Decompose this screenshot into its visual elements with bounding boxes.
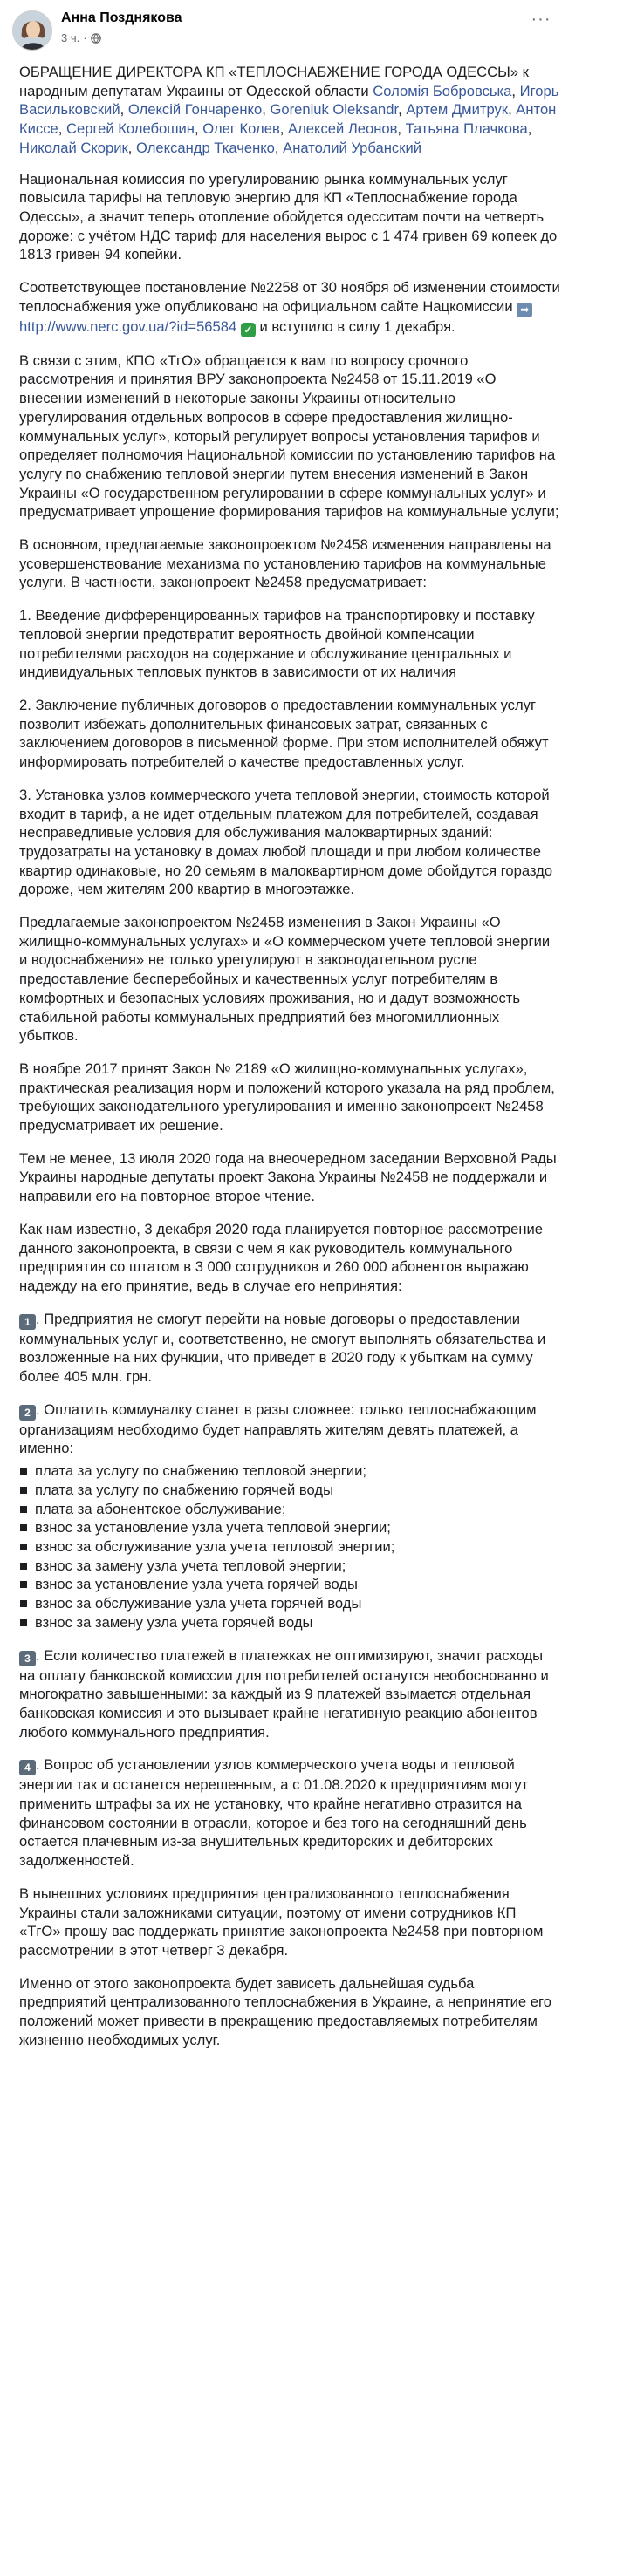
paragraph-3: В связи с этим, КПО «ТгО» обращается к вам по вопросу срочного рассмотрения и принятия ВРУ законопроекта №2458 от 15.11.2019 «О внесении изменений в некоторые законы Украины относительно урегулирования отдельных вопросов в сфере предоставления жилищно-коммунальных услуг», который регулирует вопросы установления тарифов и определяет полномочия Национальной комиссии по установлению тарифов на услугу по снабжению тепловой энергии путем внесения изменений в Закон Украины «О государственном регулировании в сфере коммунальных услуг» и предусматривает упрощение формирования тарифов на коммунальные услуги; (19, 351, 559, 521)
tag-link[interactable]: Татьяна Плачкова (405, 120, 528, 138)
tag-list: Соломія Бобровська, Игорь Васильковский, Олексій Гончаренко, Goreniuk Oleksandr, Артем Дмитрук, Антон Киссе, Сергей Колебошин, Олег Колев, Алексей Леонов, Татьяна Плачкова, Николай Скорик, Олександр Ткаченко, Анатолий Урбанский (19, 82, 559, 156)
paragraph-13-text: . Оплатить коммуналку станет в разы сложнее: только теплоснабжающим организациям необходимо будет направлять жителям девять платежей, а именно: (19, 1400, 537, 1457)
tag-link[interactable]: Олег Колев (202, 120, 280, 138)
list-item: плата за услугу по снабжению тепловой энергии; (19, 1462, 560, 1481)
keycap-two-icon: 2 (19, 1405, 36, 1421)
paragraph-16: В нынешних условиях предприятия централизованного теплоснабжения Украины стали заложниками ситуации, поэтому от имени сотрудников КП «ТгО» прошу вас поддержать принятие законопроекта №2458 при повторном рассмотрении в этот четверг 3 декабря. (19, 1884, 544, 1959)
arrow-right-icon: ➡ (517, 303, 532, 317)
list-item: взнос за установление узла учета горячей воды (19, 1575, 560, 1594)
check-mark-icon: ✓ (241, 323, 256, 337)
tag-link[interactable]: Артем Дмитрук (406, 101, 509, 119)
post-header (12, 5, 553, 58)
tag-link[interactable]: Олександр Ткаченко (136, 139, 275, 156)
paragraph-5: 1. Введение дифференцированных тарифов на транспортировку и поставку тепловой энергии предотвратит вероятность двойной компенсации потребителями расходов на содержание и обслуживание центральных и индивидуальных тепловых пунктов в зависимости от их наличия (19, 607, 535, 681)
tag-link[interactable]: Соломія Бобровська (373, 82, 512, 99)
tag-link[interactable]: Игорь Васильковский (19, 82, 559, 119)
paragraph-14 (19, 1646, 560, 1742)
list-item: взнос за установление узла учета тепловой энергии; (19, 1518, 560, 1537)
payments-list (19, 1462, 560, 1632)
paragraph-12 (19, 1310, 560, 1387)
paragraph-17: Именно от этого законопроекта будет зависеть дальнейшая судьба предприятий централизованного теплоснабжения в Украине, а непринятие его положений может привести в прекращению предоставляемых потребителям жизненно необходимых услуг. (19, 1974, 551, 2048)
post-time[interactable]: 3 ч. (61, 31, 80, 44)
profile-photo-icon (13, 11, 52, 51)
list-item: взнос за замену узла учета горячей воды (19, 1613, 560, 1632)
list-item: взнос за замену узла учета тепловой энергии; (19, 1557, 560, 1576)
paragraph-14-text: . Если количество платежей в платежках не оптимизируют, значит расходы на оплату банковской комиссии для потребителей останутся необоснованно и многократно завышенными: за каждый из 9 платежей взымается отдельная банковская комиссия и это вызывает крайне негативную реакцию абонентов любого коммунального предприятия. (19, 1646, 549, 1741)
paragraph-2 (19, 278, 560, 337)
paragraph-12-text: . Предприятия не смогут перейти на новые договоры о предоставлении коммунальных услуг и, соответственно, не смогут выполнять обязательства и возложенные на них функции, что приведет в 2020 году к убыткам на сумму более 405 млн. грн. (19, 1310, 546, 1386)
paragraph-10: Тем не менее, 13 июля 2020 года на внеочередном заседании Верховной Рады Украины народные депутаты проект Закона Украины №2458 не поддержали и направили его на повторное второе чтение. (19, 1149, 557, 1205)
intro-title: ОБРАЩЕНИЕ ДИРЕКТОРА КП «ТЕПЛОСНАБЖЕНИЕ ГОРОДА ОДЕССЫ» к народным депутатам Украины от Одесской области (19, 64, 529, 99)
tag-link[interactable]: Анатолий Урбанский (283, 139, 421, 156)
post-body (19, 63, 560, 2063)
tag-link[interactable]: Алексей Леонов (288, 120, 398, 138)
paragraph-15 (19, 1755, 560, 1871)
paragraph-11: Как нам известно, 3 декабря 2020 года планируется повторное рассмотрение данного законопроекта, в связи с чем я как руководитель коммунального предприятия со штатом в 3 000 сотрудников и 260 000 абонентов выражаю надежду на его принятие, ведь в случае его непринятия: (19, 1220, 544, 1294)
author-avatar[interactable] (12, 10, 52, 51)
list-item: взнос за обслуживание узла учета горячей воды (19, 1594, 560, 1613)
list-item: плата за абонентское обслуживание; (19, 1500, 560, 1519)
paragraph-6: 2. Заключение публичных договоров о предоставлении коммунальных услуг позволит избежать дополнительных финансовых затрат, связанных с заключением договоров в письменной форме. При этом исполнителей обяжут информировать потребителей о качестве предоставленных услуг. (19, 696, 549, 771)
paragraph-7: 3. Установка узлов коммерческого учета тепловой энергии, стоимость которой входит в тариф, а не идет отдельным платежом для потребителей, создавая несправедливые условия для обслуживания малоквартирных зданий: трудозатраты на установку в домах любой площади и при любом количестве квартир одинаковые, но 20 семьям в малоквартирном доме обойдутся гораздо дороже, чем жителям 200 квартир в многоэтажке. (19, 786, 553, 898)
paragraph-4: В основном, предлагаемые законопроектом №2458 изменения направлены на усовершенствование механизма по установлению тарифов на коммунальные услуги. В частности, законопроект №2458 предусматривает: (19, 536, 551, 591)
globe-icon[interactable] (91, 33, 101, 44)
paragraph-8: Предлагаемые законопроектом №2458 изменения в Закон Украины «О жилищно-коммунальных услугах» и «О коммерческом учете тепловой энергии и водоснабжения» не только урегулируют в законодательном русле предоставление бесперебойных и качественных услуг потребителям в комфортных и безопасных условиях проживания, но и дадут возможность стабильной работы коммунальных предприятий без многомиллионных убытков. (19, 914, 551, 1045)
keycap-four-icon: 4 (19, 1760, 36, 1775)
tag-link[interactable]: Антон Киссе (19, 101, 557, 138)
list-item: плата за услугу по снабжению горячей воды (19, 1481, 560, 1500)
paragraph-15-text: . Вопрос об установлении узлов коммерческого учета воды и тепловой энергии так и останется нерешенным, а с 01.08.2020 к предприятиям могут применить штрафы за их не установку, что крайне негативно отразится на финансовом состоянии в отрасли, которое и без того на сегодняшний день остается плачевным из-за внушительных кредиторских и дебиторских задолженностей. (19, 1756, 529, 1870)
intro-paragraph (19, 63, 560, 158)
keycap-three-icon: 3 (19, 1651, 36, 1666)
tag-link[interactable]: Николай Скорик (19, 139, 128, 156)
paragraph-1: Национальная комиссия по урегулированию рынка коммунальных услуг повысила тарифы на тепловую энергию для КП «Теплоснабжение города Одессы», а значит теперь отопление обойдется одесситам почти на четверть дороже: с учётом НДС тариф для населения вырос с 1 474 гривен 69 копеек до 1813 гривен 94 копейки. (19, 170, 558, 263)
list-item: взнос за обслуживание узла учета тепловой энергии; (19, 1537, 560, 1557)
paragraph-2-text: Соответствующее постановление №2258 от 30 ноября об изменении стоимости теплоснабжения уже опубликовано на официальном сайте Нацкомиссии (19, 279, 560, 315)
author-name[interactable]: Анна Позднякова (61, 10, 182, 25)
paragraph-13 (19, 1400, 560, 1458)
post-meta: 3 ч. · (61, 31, 101, 44)
tag-link[interactable]: Олексій Гончаренко (127, 101, 263, 119)
keycap-one-icon: 1 (19, 1314, 36, 1330)
nerc-link[interactable]: http://www.nerc.gov.ua/?id=56584 (19, 317, 237, 335)
more-icon[interactable]: ··· (531, 10, 551, 29)
tag-link[interactable]: Goreniuk Oleksandr (270, 101, 399, 119)
paragraph-9: В ноябре 2017 принят Закон № 2189 «О жилищно-коммунальных услугах», практическая реализация норм и положений которого указала на ряд проблем, требующих законодательного урегулирования и именно законопроект №2458 предусматривает их решение. (19, 1060, 555, 1135)
tag-link[interactable]: Сергей Колебошин (66, 120, 195, 138)
paragraph-2-tail: и вступило в силу 1 декабря. (259, 317, 455, 335)
